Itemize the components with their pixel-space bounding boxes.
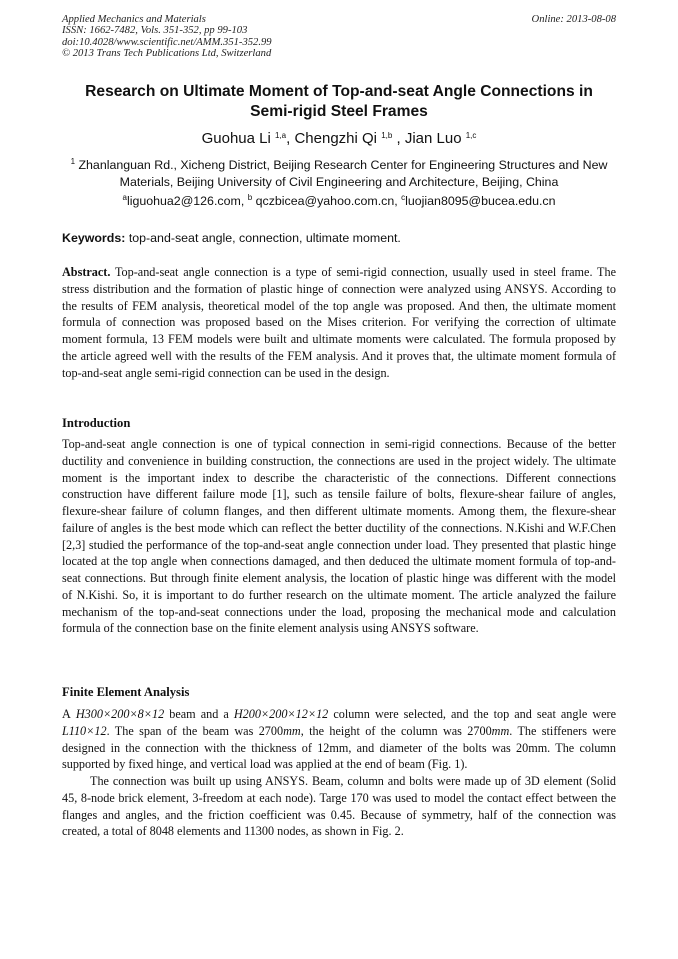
abstract-text: Top-and-seat angle connection is a type of semi-rigid connection, usually used in steel frame. The stress distribution and the formation of plastic hinge of connection were analyzed using ANSYS. According to the results of FEM analysis, theoretical model of the top angle was proposed. And then, the ultimate moment formula of connection was proposed based on the Mises criterion. For verifying the correction of ultimate moment formula, 13 FEM models were built and ultimate moments were calculated. The formula proposed by the article agreed well with the results of the FEM analysis. And it proves that, the ultimate moment formula of top-and-seat angle semi-rigid connection can be used in the design. bbox=[62, 265, 616, 380]
author-affiliation-mark: 1,b bbox=[381, 131, 393, 140]
paper-title: Research on Ultimate Moment of Top-and-seat Angle Connections in Semi-rigid Steel Frames bbox=[85, 83, 593, 120]
math-angle-section: L110×12 bbox=[62, 723, 107, 738]
affiliation bbox=[62, 157, 616, 191]
math-unit: mm bbox=[491, 723, 510, 738]
affiliation-text: Zhanlanguan Rd., Xicheng District, Beijing Research Center for Engineering Structures and New Materials, Beijing University of Civil Engineering and Architecture, Beijing, China bbox=[78, 158, 608, 189]
author-name: Guohua Li bbox=[201, 130, 271, 147]
author-email[interactable]: luojian8095@bucea.edu.cn bbox=[405, 194, 556, 208]
journal-header bbox=[62, 14, 616, 60]
text-run: A bbox=[62, 707, 71, 721]
finite-element-analysis-text bbox=[62, 706, 616, 840]
author-email[interactable]: qczbicea@yahoo.com.cn bbox=[255, 194, 395, 208]
text-run: . The span of the beam was 2700 bbox=[106, 723, 284, 738]
online-date: Online: 2013-08-08 bbox=[531, 14, 616, 25]
keywords-label: Keywords: bbox=[62, 231, 126, 245]
author-affiliation-mark: 1,a bbox=[275, 131, 287, 140]
doi-line: doi:10.4028/www.scientific.net/AMM.351-352.99 bbox=[62, 36, 272, 48]
author-list: Guohua Li $^{1,a}$, Chengzhi Qi $^{1,b}$ , Jian Luo $^{1,c}$ bbox=[201, 130, 477, 147]
author-name: Jian Luo bbox=[404, 130, 462, 147]
text-run: . The stiffeners were designed in the connection with the thickness of 12mm, and diameter of the bolts was 20mm. The column supported by fixed hinge, and vertical load was applied at the end of beam (Fig. 1). bbox=[62, 723, 616, 772]
text-run: , the height of the column was 2700 bbox=[300, 723, 492, 738]
abstract bbox=[62, 264, 616, 381]
email-mark: a bbox=[122, 193, 127, 202]
math-column-section: H200×200×12×12 bbox=[233, 707, 329, 721]
text-run: column were selected, and the top and seat angle were bbox=[333, 707, 617, 721]
abstract-label: Abstract. bbox=[62, 265, 111, 279]
paragraph: The connection was built up using ANSYS. Beam, column and bolts were made up of 3D element (Solid 45, 8-node brick element, 3-freedom at each node). Targe 170 was used to model the contact effect between the flanges and angles, and the friction coefficient was 0.45. Because of symmetry, half of the connection was created, a total of 8048 elements and 11300 nodes, as shown in Fig. 2. bbox=[62, 774, 616, 839]
author-affiliation-mark: 1,c bbox=[465, 131, 477, 140]
author-email[interactable]: liguohua2@126.com bbox=[126, 194, 241, 208]
keywords bbox=[62, 230, 616, 246]
author-name: Chengzhi Qi bbox=[294, 130, 378, 147]
affiliation-mark: 1 bbox=[70, 157, 76, 166]
issn-line: ISSN: 1662-7482, Vols. 351-352, pp 99-103 bbox=[62, 25, 248, 37]
text-run: beam and a bbox=[169, 707, 229, 721]
section-heading-finite-element-analysis: Finite Element Analysis bbox=[62, 685, 190, 699]
section-heading-introduction: Introduction bbox=[62, 416, 131, 430]
author-emails: $^a$liguohua2@126.com, $^b$ qczbicea@yahoo.com.cn, $^c$luojian8095@bucea.edu.cn bbox=[122, 193, 556, 208]
journal-name: Applied Mechanics and Materials bbox=[62, 14, 206, 25]
introduction-text: Top-and-seat angle connection is one of typical connection in semi-rigid connections. Because of the better ductility and convenience in building construction, the connections are used in the project widely. The ultimate moment is the important index to describe the characteristic of the connections. Different connections construction have different failure mode [1], such as tensile failure of bolts, flexure-shear failure of angles, flexure-shear failure of column flanges, and then different ultimate moments. Among them, the flexure-shear failure of angles is the best mode which can reflect the better ductility of the connections. N.Kishi and W.F.Chen [2,3] studied the performance of the top-and-seat angle connection under load. They presented that plastic hinge located at the top angle when connections damaged, and then deduced the ultimate moment formula of top-and-seat connections. But through finite element analysis, the location of plastic hinge was different with the model of N.Kishi. So, it is important to do further research on the ultimate moment. The article analyzed the failure mechanism of the top-and-seat connections under the load, proposing the mechanical mode and calculation formula of the connection base on the finite element analysis using ANSYS software. bbox=[62, 437, 616, 636]
email-mark: b bbox=[247, 193, 253, 202]
copyright-line: © 2013 Trans Tech Publications Ltd, Switzerland bbox=[62, 48, 272, 60]
math-unit: mm bbox=[283, 723, 301, 738]
math-beam-section: H300×200×8×12 bbox=[75, 707, 165, 721]
paragraph bbox=[62, 706, 616, 773]
keywords-text: top-and-seat angle, connection, ultimate moment. bbox=[128, 231, 401, 245]
email-mark: c bbox=[401, 193, 406, 202]
